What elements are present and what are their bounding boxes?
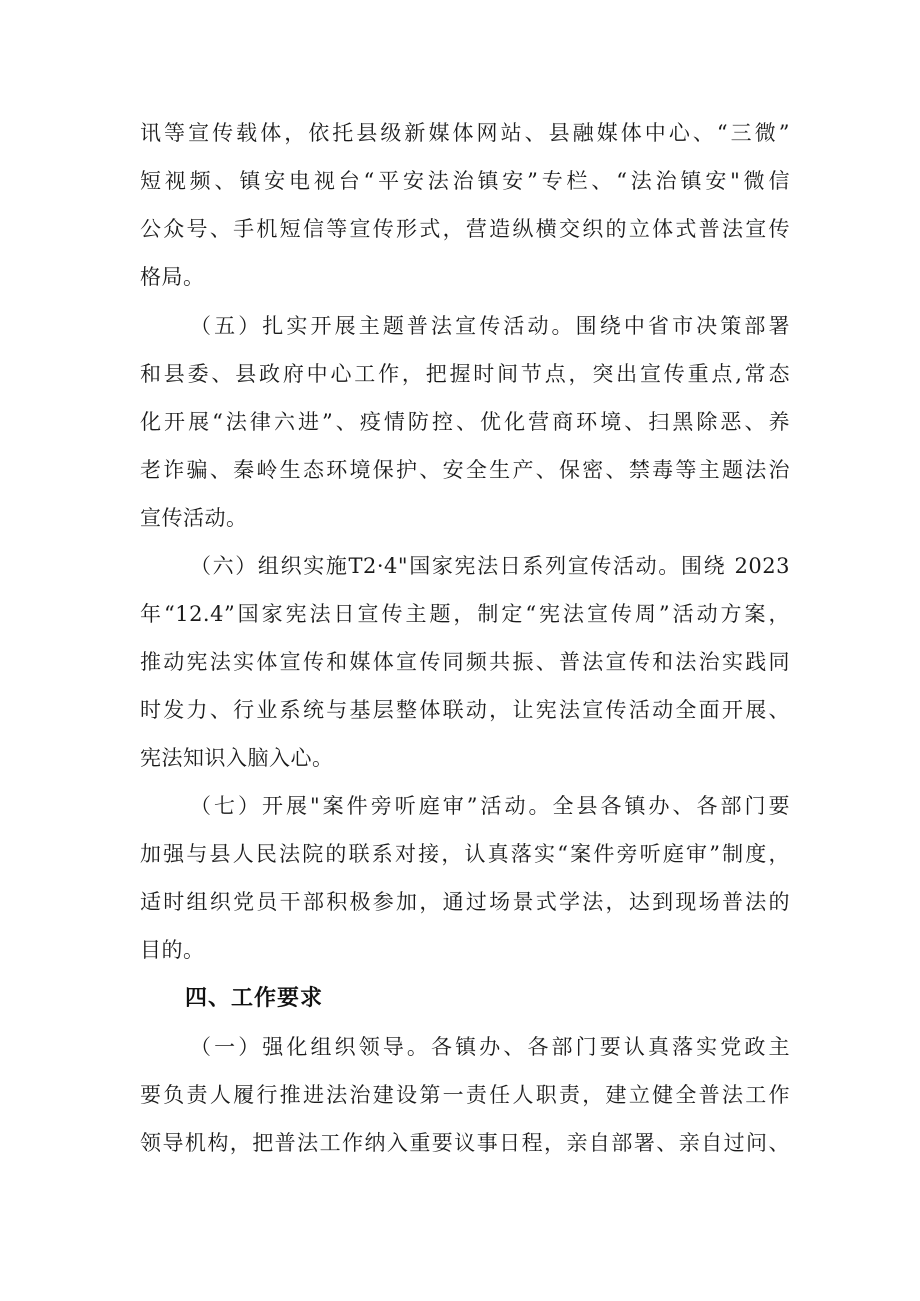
text-line: 年“12.4”国家宪法日宣传主题，制定“宪法宣传周”活动方案， (140, 602, 790, 626)
paragraph-start-line: （七）开展"案件旁听庭审”活动。全县各镇办、各部门要 (190, 794, 790, 818)
text-line: 宪法知识入脑入心。 (140, 746, 334, 770)
text-line: 宣传活动。 (140, 506, 248, 530)
section-heading: 四、工作要求 (185, 986, 324, 1011)
text-line: 领导机构，把普法工作纳入重要议事日程，亲自部署、亲自过问、 (140, 1131, 790, 1155)
paragraph-start-line: （五）扎实开展主题普法宣传活动。围绕中省市决策部署 (190, 314, 790, 338)
text-line: 老诈骗、秦岭生态环境保护、安全生产、保密、禁毒等主题法治 (140, 458, 790, 482)
paragraph-start-line: （六）组织实施T2·4"国家宪法日系列宣传活动。围绕 2023 (190, 554, 790, 578)
text-line: 公众号、手机短信等宣传形式，营造纵横交织的立体式普法宣传 (140, 217, 790, 241)
text-line: 化开展“法律六进”、疫情防控、优化营商环境、扫黑除恶、养 (140, 410, 790, 434)
text-line: 和县委、县政府中心工作，把握时间节点，突出宣传重点,常态 (140, 362, 790, 386)
paragraph-start-line: （一）强化组织领导。各镇办、各部门要认真落实党政主 (190, 1035, 790, 1059)
text-line: 目的。 (140, 938, 205, 962)
text-line: 讯等宣传载体，依托县级新媒体网站、县融媒体中心、“三微” (140, 121, 790, 145)
text-line: 适时组织党员干部积极参加，通过场景式学法，达到现场普法的 (140, 890, 790, 914)
text-line: 要负责人履行推进法治建设第一责任人职责，建立健全普法工作 (140, 1083, 790, 1107)
text-line: 格局。 (140, 265, 205, 289)
text-line: 时发力、行业系统与基层整体联动，让宪法宣传活动全面开展、 (140, 698, 790, 722)
text-line: 短视频、镇安电视台“平安法治镇安”专栏、“法治镇安"微信 (140, 169, 790, 193)
text-line: 加强与县人民法院的联系对接，认真落实“案件旁听庭审”制度， (140, 842, 790, 866)
text-line: 推动宪法实体宣传和媒体宣传同频共振、普法宣传和法治实践同 (140, 650, 790, 674)
